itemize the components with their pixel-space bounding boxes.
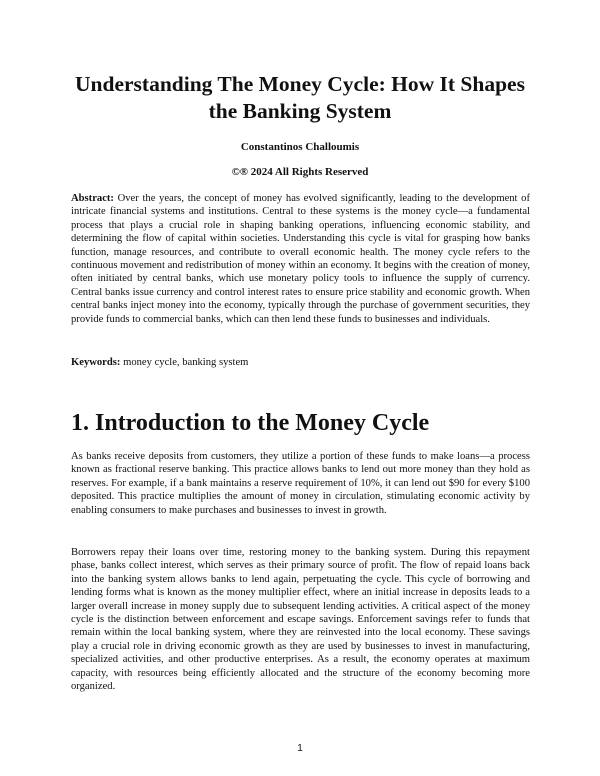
abstract [71,192,530,326]
keywords-label: Keywords: [71,357,121,368]
abstract-label: Abstract: [71,193,114,204]
section-heading: 1. Introduction to the Money Cycle [71,410,430,436]
copyright-notice: ©® 2024 All Rights Reserved [231,166,369,178]
keywords-text: money cycle, banking system [120,357,249,368]
body-paragraph-2: Borrowers repay their loans over time, restoring money to the banking system. During this repayment phase, banks collect interest, which serves as their primary source of profit. The flow of repaid loans back into the banking system allows banks to lend again, perpetuating the cycle. This cycle of borrowing and lending forms what is known as the money multiplier effect, where an initial increase in deposits leads to a larger overall increase in money supply due to subsequent lending activities. A critical aspect of the money cycle is the distinction between enforcement and escape savings. Enforcement savings refer to funds that remain within the local banking system, where they are reinvested into the local economy. These savings play a crucial role in driving economic growth as they are used by businesses to invest in manufacturing, specialized activities, and other productive enterprises. As a result, the economy operates at maximum capacity, with resources being efficiently allocated and the structure of the economy becoming more organized. [71,547,530,693]
paper-title: Understanding The Money Cycle: How It Shapes the Banking System [75,72,525,123]
page-number: 1 [297,743,303,754]
author-name: Constantinos Challoumis [240,141,360,153]
abstract-text: Over the years, the concept of money has evolved significantly, leading to the development of intricate financial systems and institutions. Central to these systems is the money cycle—a fundamental process that plays a crucial role in shaping banking operations, influencing economic stability, and determining the flow of capital within societies. Understanding this cycle is vital for grasping how banks function, manage resources, and contribute to overall economic health. The money cycle refers to the continuous movement and redistribution of money within an economy. It begins with the creation of money, often initiated by central banks, which use monetary policy tools to influence the supply of currency. Central banks issue currency and control interest rates to ensure price stability and economic growth. When central banks inject money into the economy, typically through the purchase of government securities, they provide funds to commercial banks, which can then lend these funds to businesses and individuals. [71,193,530,325]
body-paragraph-1: As banks receive deposits from customers, they utilize a portion of these funds to make loans—a process known as fractional reserve banking. This practice allows banks to lend out more money than they hold as reserves. For example, if a bank maintains a reserve requirement of 10%, it can lend out $90 for every $100 deposited. This practice multiplies the amount of money in circulation, stimulating economic activity by enabling consumers to make purchases and businesses to invest in growth. [71,451,530,516]
keywords [71,356,530,369]
